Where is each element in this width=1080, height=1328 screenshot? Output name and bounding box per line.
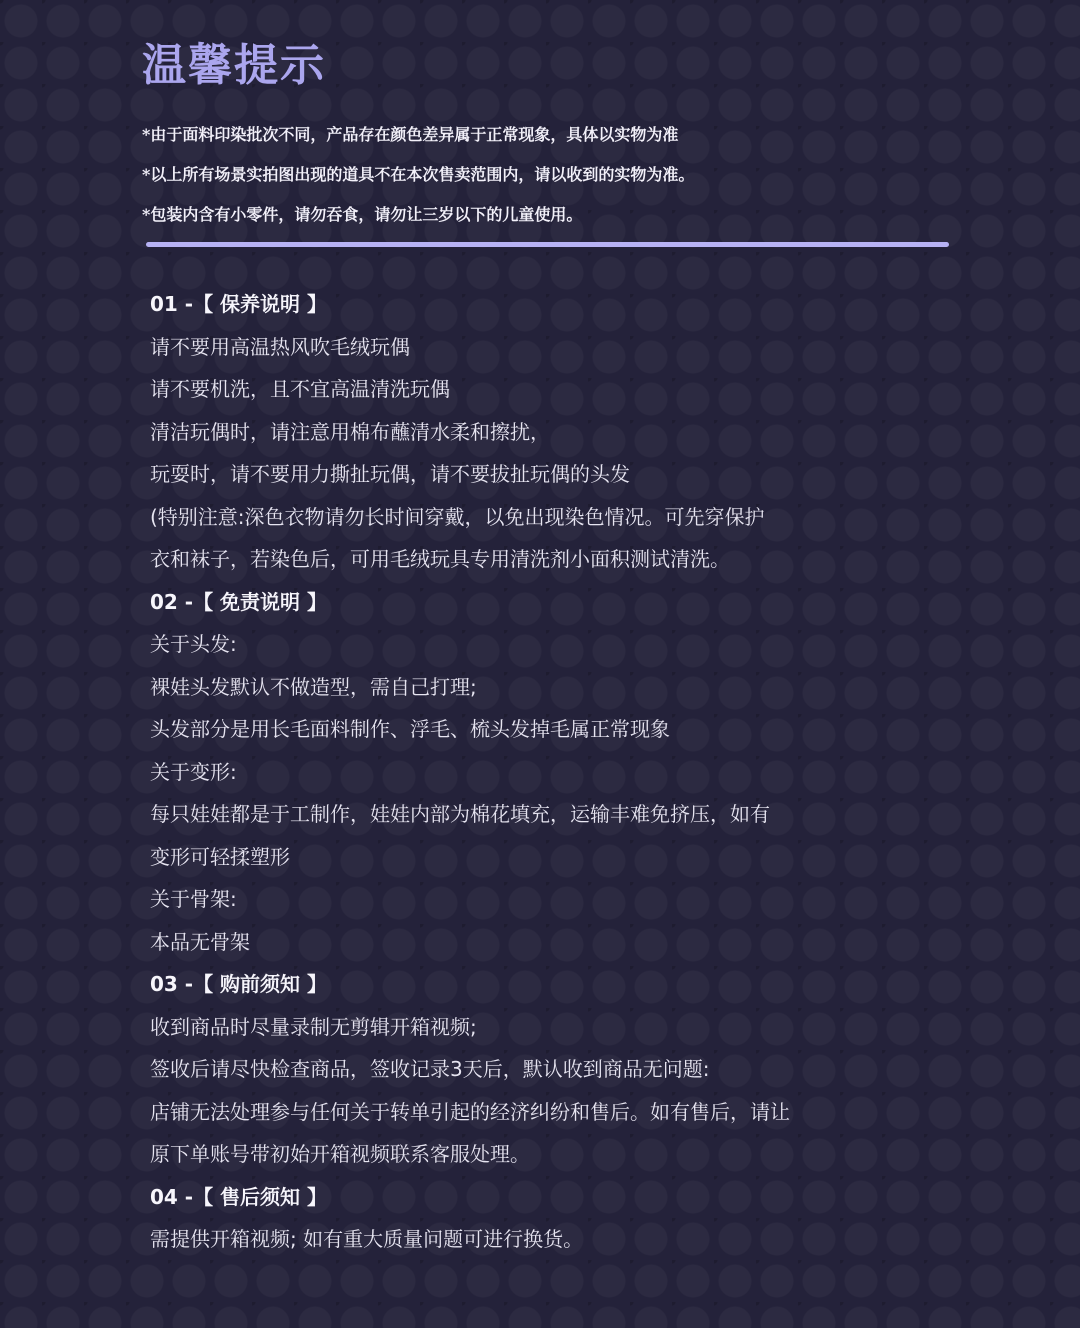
notice-item: *包装内含有小零件，请勿吞食，请勿让三岁以下的儿童使用。 (142, 205, 583, 224)
text-line: 关于头发: (150, 632, 237, 656)
notice-item: *由于面料印染批次不同，产品存在颜色差异属于正常现象，具体以实物为准 (142, 125, 679, 144)
text-line: 裸娃头发默认不做造型，需自己打理; (150, 674, 477, 699)
instructions-content (150, 283, 1030, 1261)
text-line: 玩耍时，请不要用力撕扯玩偶，请不要拔扯玩偶的头发 (150, 462, 630, 486)
text-line: 收到商品时尽量录制无剪辑开箱视频; (150, 1014, 477, 1039)
text-line: 请不要用高温热风吹毛绒玩偶 (150, 334, 410, 359)
section-disclaimer (150, 581, 1030, 964)
text-line: 店铺无法处理参与任何关于转单引起的经济纠纷和售后。如有售后，请让 (150, 1099, 790, 1124)
section-aftersale (150, 1176, 1030, 1261)
text-line: 每只娃娃都是于工制作，娃娃内部为棉花填充，运输丰难免挤压，如有 (150, 802, 770, 826)
text-line: 需提供开箱视频; 如有重大质量问题可进行换货。 (150, 1227, 584, 1251)
text-line: 签收后请尽快检查商品，签收记录3天后，默认收到商品无问题: (150, 1057, 710, 1081)
section-heading: 02 -【 免责说明 】 (150, 589, 328, 614)
text-line: 变形可轻揉塑形 (150, 844, 290, 869)
text-line: 清洁玩偶时，请注意用棉布蘸清水柔和擦扰， (150, 419, 550, 444)
divider (146, 242, 949, 247)
text-line: 关于变形: (150, 759, 237, 784)
text-line: 头发部分是用长毛面料制作、浮毛、梳头发掉毛属正常现象 (150, 717, 670, 741)
page-title: 温馨提示 (142, 40, 326, 91)
text-line: 原下单账号带初始开箱视频联系客服处理。 (150, 1142, 530, 1166)
notice-item: *以上所有场景实拍图出现的道具不在本次售卖范围内，请以收到的实物为准。 (142, 165, 695, 184)
section-heading: 03 -【 购前须知 】 (150, 972, 328, 996)
text-line: (特别注意:深色衣物请勿长时间穿戴，以免出现染色情况。可先穿保护 (150, 504, 765, 529)
text-line: 本品无骨架 (150, 929, 250, 954)
text-line: 关于骨架: (150, 887, 237, 911)
notice-list (142, 115, 962, 235)
section-heading: 01 -【 保养说明 】 (150, 292, 328, 316)
section-care (150, 283, 1030, 581)
section-prepurchase (150, 963, 1030, 1176)
section-heading: 04 -【 售后须知 】 (150, 1184, 328, 1209)
text-line: 请不要机洗，且不宜高温清洗玩偶 (150, 377, 450, 401)
text-line: 衣和袜子，若染色后，可用毛绒玩具专用清洗剂小面积测试清洗。 (150, 547, 730, 571)
